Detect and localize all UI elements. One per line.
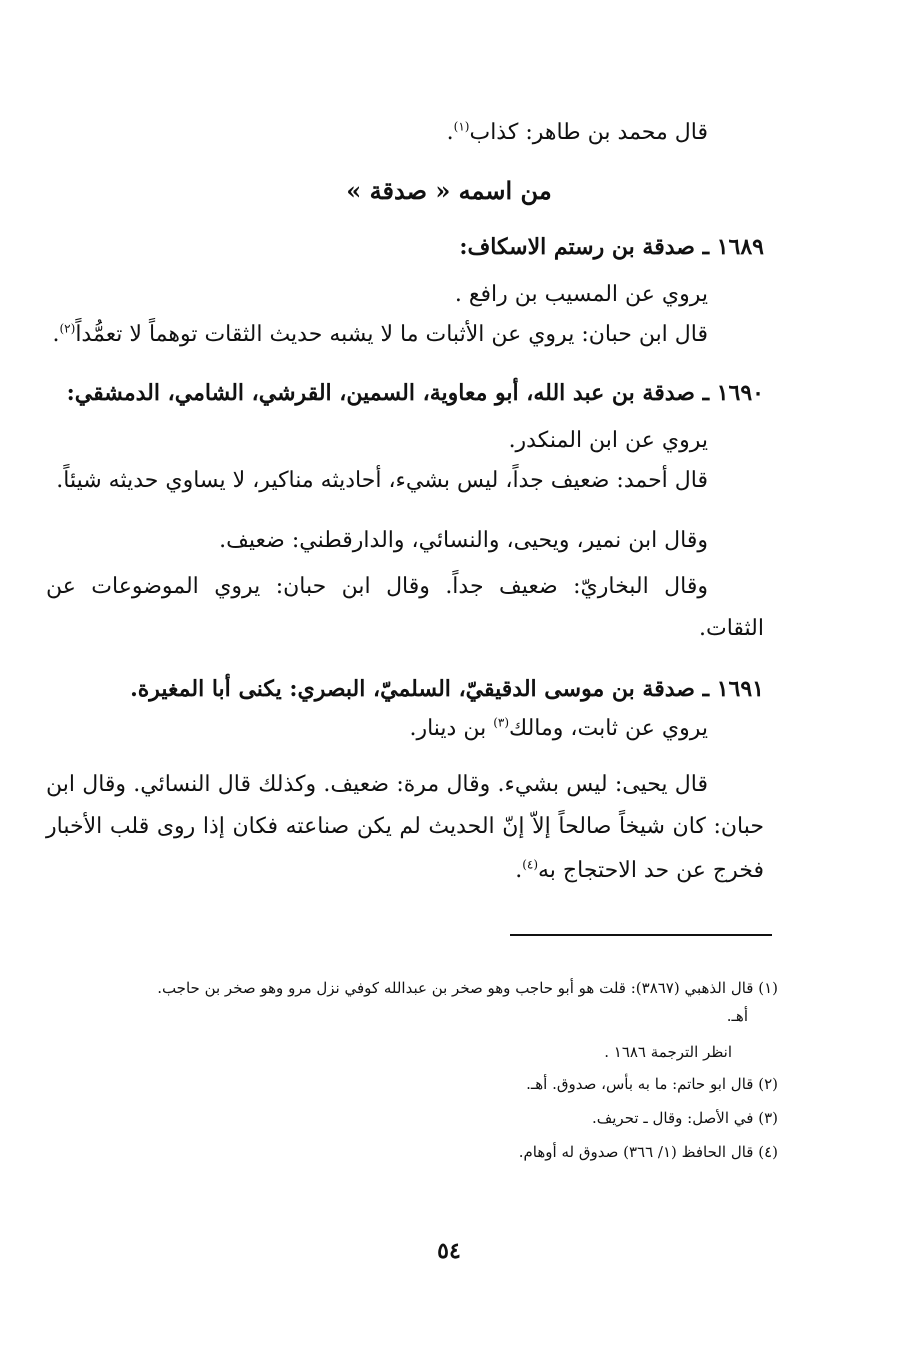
footnote-1-cont: أهـ. xyxy=(726,1007,748,1025)
entry-1691-line-2: قال يحيى: ليس بشيء. وقال مرة: ضعيف. وكذلك قال النسائي. وقال ابن xyxy=(46,772,708,797)
entry-1690-line-2: قال أحمد: ضعيف جداً، ليس بشيء، أحاديثه مناكير، لا يساوي حديثه شيئاً. xyxy=(56,468,708,493)
entry-1690-heading: ١٦٩٠ ـ صدقة بن عبد الله، أبو معاوية، السمين، القرشي، الشامي، الدمشقي: xyxy=(66,380,764,406)
entry-1691-line-3: حبان: كان شيخاً صالحاً إلاّ إنّ الحديث لم يكن صناعته فكان إذا روى قلب الأخبار xyxy=(46,814,764,839)
entry-1689-line-1: يروي عن المسيب بن رافع . xyxy=(454,282,708,307)
section-heading: من اسمه « صدقة » xyxy=(346,176,552,205)
footnote-ref-1[interactable]: (١) xyxy=(453,119,470,134)
entry-1691-line-1: يروي عن ثابت، ومالك$^{(٣)}$ بن دينار. xyxy=(409,715,708,741)
footnote-2: (٢) قال ابو حاتم: ما به بأس، صدوق. أهـ. xyxy=(526,1075,778,1093)
entry-1690-line-1: يروي عن ابن المنكدر. xyxy=(508,428,708,453)
footnote-ref-4[interactable]: (٤) xyxy=(522,857,539,872)
entry-1689-heading: ١٦٨٩ ـ صدقة بن رستم الاسكاف: xyxy=(459,234,764,260)
footnote-ref-3[interactable]: (٣) xyxy=(493,715,510,730)
footnote-ref-2[interactable]: (٢) xyxy=(59,321,76,336)
line-tahir: قال محمد بن طاهر: كذاب$^{(١)}$. xyxy=(446,119,708,145)
entry-1690-line-3: وقال ابن نمير، ويحيى، والنسائي، والدارقطني: ضعيف. xyxy=(219,528,708,553)
entry-1691-heading: ١٦٩١ ـ صدقة بن موسى الدقيقيّ، السلميّ، البصري: يكنى أبا المغيرة. xyxy=(130,676,764,702)
footnote-1-see: انظر الترجمة ١٦٨٦ . xyxy=(604,1043,732,1061)
footnote-1: (١) قال الذهبي (٣٨٦٧): قلت هو أبو حاجب وهو صخر بن عبدالله كوفي نزل مرو وهو صخر بن حاجب. xyxy=(157,979,778,997)
entry-1689-line-2: قال ابن حبان: يروي عن الأثبات ما لا يشبه حديث الثقات توهماً لا تعمُّداً$^{(٢)}$. xyxy=(52,321,708,347)
footnote-3: (٣) في الأصل: وقال ـ تحريف. xyxy=(591,1109,778,1127)
page-number: ٥٤ xyxy=(437,1238,461,1264)
entry-1691-line-4: فخرج عن حد الاحتجاج به$^{(٤)}$. xyxy=(515,857,764,883)
footnote-separator xyxy=(510,934,772,936)
entry-1690-line-5: الثقات. xyxy=(699,616,764,641)
entry-1690-line-4: وقال البخاريّ: ضعيف جداً. وقال ابن حبان: يروي الموضوعات عن xyxy=(46,574,708,599)
footnote-4: (٤) قال الحافظ (١/ ٣٦٦) صدوق له أوهام. xyxy=(518,1143,778,1161)
